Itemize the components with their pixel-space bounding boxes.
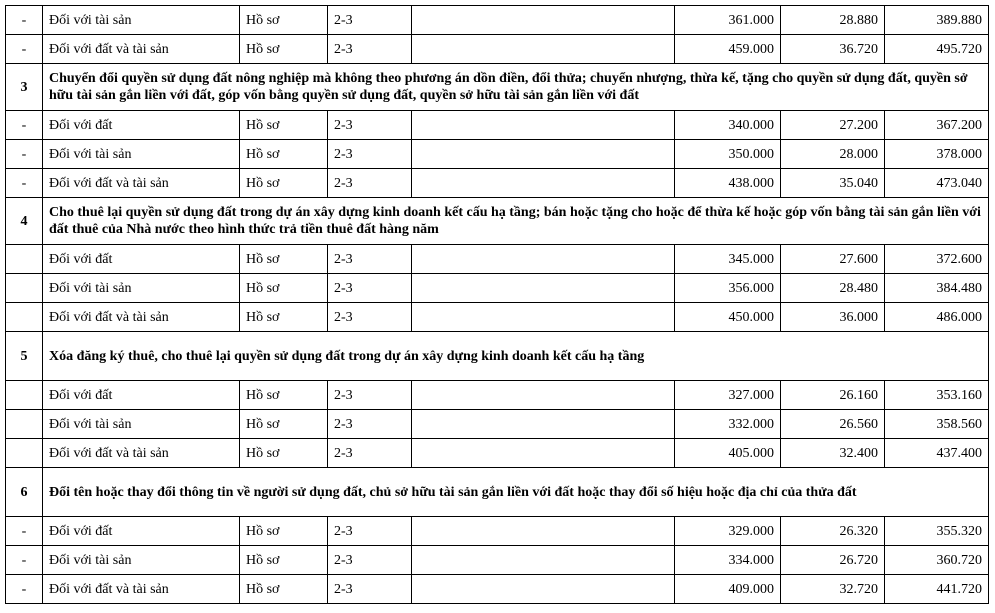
section-row [6,332,989,381]
row-marker: - [6,517,43,546]
processing-time-cell: 2-3 [328,410,412,439]
processing-time-cell: 2-3 [328,169,412,198]
table-row [6,169,989,198]
total-cell: 473.040 [885,169,989,198]
unit-cell: Hồ sơ [240,169,328,198]
section-number: 3 [6,64,43,111]
section-title: Đổi tên hoặc thay đổi thông tin về người sử dụng đất, chủ sở hữu tài sản gắn liền với đất hoặc thay đổi số hiệu hoặc địa chỉ của thửa đất [43,468,989,517]
section-number: 6 [6,468,43,517]
row-marker: - [6,140,43,169]
processing-time-cell: 2-3 [328,517,412,546]
blank-cell [412,111,675,140]
fee-cell: 450.000 [675,303,781,332]
fee-cell: 334.000 [675,546,781,575]
processing-time-cell: 2-3 [328,111,412,140]
item-name: Đối với tài sản [43,140,240,169]
item-name: Đối với tài sản [43,6,240,35]
blank-cell [412,410,675,439]
row-marker: - [6,111,43,140]
table-row [6,6,989,35]
item-name: Đối với đất và tài sản [43,303,240,332]
row-marker: - [6,35,43,64]
item-name: Đối với đất [43,381,240,410]
item-name: Đối với đất và tài sản [43,169,240,198]
tax-cell: 27.200 [781,111,885,140]
tax-cell: 28.000 [781,140,885,169]
fee-cell: 405.000 [675,439,781,468]
table-row [6,303,989,332]
processing-time-cell: 2-3 [328,303,412,332]
total-cell: 378.000 [885,140,989,169]
row-marker: - [6,169,43,198]
unit-cell: Hồ sơ [240,6,328,35]
section-row [6,198,989,245]
section-row [6,468,989,517]
unit-cell: Hồ sơ [240,274,328,303]
tax-cell: 35.040 [781,169,885,198]
fee-cell: 361.000 [675,6,781,35]
tax-cell: 32.400 [781,439,885,468]
total-cell: 495.720 [885,35,989,64]
section-number: 4 [6,198,43,245]
fee-table-body [6,6,989,604]
blank-cell [412,274,675,303]
fee-table [5,5,989,604]
table-row [6,517,989,546]
item-name: Đối với tài sản [43,410,240,439]
item-name: Đối với đất [43,111,240,140]
table-row [6,381,989,410]
fee-cell: 356.000 [675,274,781,303]
blank-cell [412,140,675,169]
blank-cell [412,245,675,274]
row-marker: - [6,575,43,604]
row-marker: - [6,546,43,575]
total-cell: 486.000 [885,303,989,332]
total-cell: 372.600 [885,245,989,274]
unit-cell: Hồ sơ [240,410,328,439]
item-name: Đối với tài sản [43,546,240,575]
processing-time-cell: 2-3 [328,35,412,64]
processing-time-cell: 2-3 [328,439,412,468]
blank-cell [412,546,675,575]
tax-cell: 28.480 [781,274,885,303]
row-marker [6,245,43,274]
tax-cell: 28.880 [781,6,885,35]
table-row [6,35,989,64]
total-cell: 389.880 [885,6,989,35]
tax-cell: 26.160 [781,381,885,410]
processing-time-cell: 2-3 [328,546,412,575]
table-row [6,111,989,140]
row-marker [6,274,43,303]
total-cell: 355.320 [885,517,989,546]
row-marker [6,410,43,439]
tax-cell: 26.320 [781,517,885,546]
processing-time-cell: 2-3 [328,6,412,35]
blank-cell [412,169,675,198]
table-row [6,546,989,575]
processing-time-cell: 2-3 [328,140,412,169]
total-cell: 360.720 [885,546,989,575]
table-row [6,575,989,604]
total-cell: 358.560 [885,410,989,439]
fee-cell: 459.000 [675,35,781,64]
total-cell: 353.160 [885,381,989,410]
unit-cell: Hồ sơ [240,35,328,64]
fee-cell: 409.000 [675,575,781,604]
unit-cell: Hồ sơ [240,303,328,332]
table-row [6,439,989,468]
item-name: Đối với đất và tài sản [43,575,240,604]
tax-cell: 36.720 [781,35,885,64]
tax-cell: 27.600 [781,245,885,274]
fee-cell: 350.000 [675,140,781,169]
item-name: Đối với đất và tài sản [43,439,240,468]
item-name: Đối với tài sản [43,274,240,303]
tax-cell: 32.720 [781,575,885,604]
processing-time-cell: 2-3 [328,245,412,274]
unit-cell: Hồ sơ [240,381,328,410]
fee-cell: 329.000 [675,517,781,546]
total-cell: 367.200 [885,111,989,140]
processing-time-cell: 2-3 [328,381,412,410]
total-cell: 441.720 [885,575,989,604]
section-title: Cho thuê lại quyền sử dụng đất trong dự án xây dựng kinh doanh kết cấu hạ tầng; bán hoặc tặng cho hoặc để thừa kế hoặc góp vốn bằng tài sản gắn liền với đất thuê của Nhà nước theo hình thức trả tiền thuê đất hàng năm [43,198,989,245]
fee-cell: 332.000 [675,410,781,439]
table-row [6,140,989,169]
total-cell: 437.400 [885,439,989,468]
row-marker [6,381,43,410]
item-name: Đối với đất [43,245,240,274]
tax-cell: 36.000 [781,303,885,332]
unit-cell: Hồ sơ [240,111,328,140]
total-cell: 384.480 [885,274,989,303]
unit-cell: Hồ sơ [240,140,328,169]
table-row [6,274,989,303]
section-title: Chuyển đổi quyền sử dụng đất nông nghiệp mà không theo phương án dồn điền, đổi thửa; chuyển nhượng, thừa kế, tặng cho quyền sử dụng đất, quyền sở hữu tài sản gắn liền với đất, góp vốn bằng quyền sử dụng đất, quyền sở hữu tài sản gắn liền với đất [43,64,989,111]
blank-cell [412,6,675,35]
blank-cell [412,439,675,468]
fee-cell: 345.000 [675,245,781,274]
row-marker: - [6,6,43,35]
item-name: Đối với đất [43,517,240,546]
unit-cell: Hồ sơ [240,575,328,604]
processing-time-cell: 2-3 [328,575,412,604]
tax-cell: 26.720 [781,546,885,575]
blank-cell [412,303,675,332]
blank-cell [412,517,675,546]
blank-cell [412,575,675,604]
fee-cell: 438.000 [675,169,781,198]
fee-cell: 327.000 [675,381,781,410]
row-marker [6,303,43,332]
unit-cell: Hồ sơ [240,546,328,575]
section-number: 5 [6,332,43,381]
blank-cell [412,381,675,410]
table-row [6,410,989,439]
unit-cell: Hồ sơ [240,245,328,274]
section-row [6,64,989,111]
row-marker [6,439,43,468]
table-row [6,245,989,274]
blank-cell [412,35,675,64]
section-title: Xóa đăng ký thuê, cho thuê lại quyền sử dụng đất trong dự án xây dựng kinh doanh kết cấu hạ tầng [43,332,989,381]
item-name: Đối với đất và tài sản [43,35,240,64]
processing-time-cell: 2-3 [328,274,412,303]
tax-cell: 26.560 [781,410,885,439]
unit-cell: Hồ sơ [240,439,328,468]
fee-cell: 340.000 [675,111,781,140]
unit-cell: Hồ sơ [240,517,328,546]
